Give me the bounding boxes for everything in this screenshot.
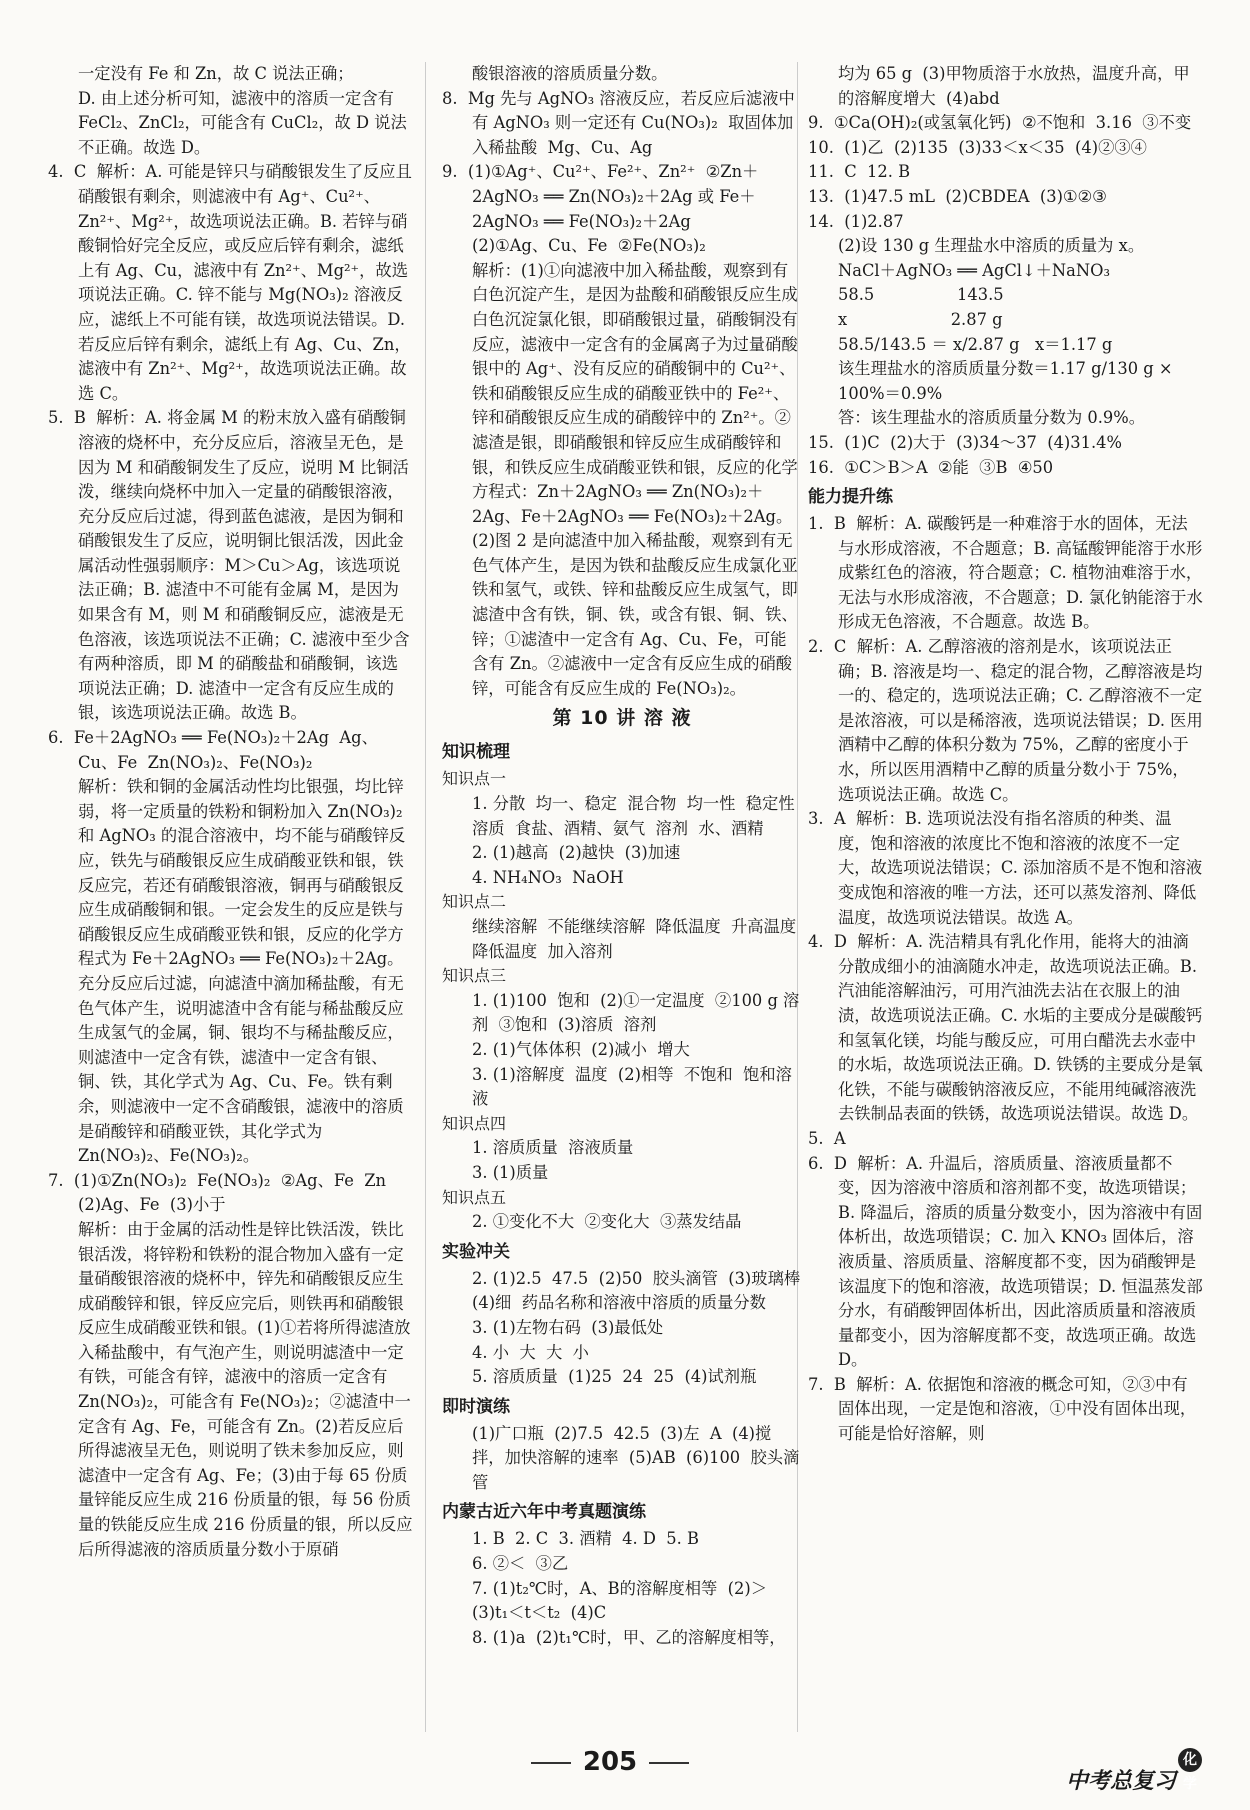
answer-paragraph: 1. B 解析：A. 碳酸钙是一种难溶于水的固体，无法与水形成溶液，不合题意；B. 高锰酸钾能溶于水形成紫红色的溶液，符合题意；C. 植物油难溶于水，无法与水形成溶液，不合题意；D. 氯化钠能溶于水形成无色溶液，不合题意。故选 B。 [808,514,1203,632]
answer-paragraph: 均为 65 g (3)甲物质溶于水放热，温度升高，甲的溶解度增大 (4)abd [838,64,1190,108]
answer-paragraph: NaCl＋AgNO₃ ══ AgCl↓＋NaNO₃ [838,260,1110,280]
answer-line: 7. (1)t₂℃时，A、B的溶解度相等 (2)＞ (3)t₁＜t＜t₂ (4)C [472,1578,778,1623]
answer-paragraph: D. 由上述分析可知，滤液中的溶质一定含有 FeCl₂、ZnCl₂，可能含有 CuCl₂，故 D 说法不正确。故选 D。 [78,88,407,157]
answer-paragraph: 解析：由于金属的活动性是锌比铁活泼，铁比银活泼，将锌粉和铁粉的混合物加入盛有一定量硝酸银溶液的烧杯中，锌先和硝酸银反应生成硝酸锌和银，锌反应完后，则铁再和硝酸银反应生成硝酸亚铁和银。(1)①若将所得滤渣放入稀盐酸中，有气泡产生，则说明滤渣中一定有铁，可能含有锌，滤液中的溶质一定含有 Zn(NO₃)₂，可能含有 Fe(NO₃)₂；②滤渣中一定含有 Ag、Fe，可能含有 Zn。(2)若反应后所得滤液呈无色，则说明了铁未参加反应，则滤渣中一定含有 Ag、Fe；(3)由于每 65 份质量锌能反应生成 216 份质量的银，每 56 份质量的铁能反应生成 216 份质量的银，所以反应后所得滤液的溶质质量分数小于原硝 [78,1219,413,1559]
answer-paragraph: 13. (1)47.5 mL (2)CBDEA (3)①②③ [808,186,1107,206]
knowledge-point-5-label: 知识点五 [442,1187,507,1207]
answer-paragraph: 15. (1)C (2)大于 (3)34～37 (4)31.4% [808,432,1123,452]
experiment-list [442,1267,811,1390]
section-heading-practice: 即时演练 [442,1396,510,1417]
answer-paragraph: 解析：(1)①向滤液中加入稀盐酸，观察到有白色沉淀产生，是因为盐酸和硝酸银反应生成白色沉淀氯化银，即硝酸银过量，硝酸铜没有反应，滤液中一定含有的金属离子为过量硝酸银中的 Ag⁺、没有反应的硝酸铜中的 Cu²⁺、铁和硝酸银反应生成的硝酸亚铁中的 Fe²⁺、锌和硝酸银反应生成的硝酸锌中的 Zn²⁺。②滤渣是银，即硝酸银和锌反应生成硝酸锌和银，和铁反应生成硝酸亚铁和银，反应的化学方程式：Zn＋2AgNO₃ ══ Zn(NO₃)₂＋2Ag、Fe＋2AgNO₃ ══ Fe(NO₃)₂＋2Ag。 [472,260,798,526]
brand-text: 中考总复习 [1065,1769,1176,1794]
answer-line: 8. (1)a (2)t₁℃时，甲、乙的溶解度相等， [472,1627,786,1647]
answer-line: 3. (1)左物右码 (3)最低处 [472,1317,664,1337]
column-divider-1 [425,62,426,1732]
section-heading-exam: 内蒙古近六年中考真题演练 [442,1502,646,1523]
answer-paragraph: 9. (1)①Ag⁺、Cu²⁺、Fe²⁺、Zn²⁺ ②Zn＋2AgNO₃ ══ Zn(NO₃)₂＋2Ag 或 Fe＋2AgNO₃ ══ Fe(NO₃)₂＋2Ag [442,162,759,231]
answer-block-9-16 [808,62,1203,480]
answer-paragraph: 7. B 解析：A. 依据饱和溶液的概念可知，②③中有固体出现，一定是饱和溶液，①中没有固体出现，可能是恰好溶解，则 [808,1374,1197,1444]
answer-line: 1. (1)100 饱和 (2)①一定温度 ②100 g 溶剂 ③饱和 (3)溶质 溶剂 [472,990,800,1035]
answer-paragraph: 11. C 12. B [808,162,911,182]
section-heading-experiment: 实验冲关 [442,1241,510,1262]
answer-paragraph: 58.5 143.5 [838,285,1004,305]
answer-line: 3. (1)溶解度 温度 (2)相等 不饱和 饱和溶液 [472,1064,792,1109]
answer-paragraph: 酸银溶液的溶质质量分数。 [472,64,668,83]
answer-line: 4. 小 大 大 小 [472,1342,589,1362]
answer-line: 2. (1)2.5 47.5 (2)50 胶头滴管 (3)玻璃棒 (4)细 药品名称和溶液中溶质的质量分数 [472,1268,811,1313]
answer-paragraph: 4. D 解析：A. 洗洁精具有乳化作用，能将大的油滴分散成细小的油滴随水冲走，故选项说法正确。B. 汽油能溶解油污，可用汽油洗去沾在衣服上的油渍，故选项说法正确。C. 水垢的主要成分是碳酸钙和氢氧化镁，均能与酸反应，可用白醋洗去水壶中的水垢，故选项说法正确。D. 铁锈的主要成分是氧化铁，不能与碳酸钠溶液反应，不能用纯碱溶液洗去铁制品表面的铁锈，故选项说法错误。故选 D。 [808,932,1203,1124]
answer-line: 1. 溶质质量 溶液质量 [472,1138,634,1158]
knowledge-point-5-list [442,1210,802,1235]
page-number-dash-right [649,1762,689,1764]
answer-paragraph: 7. (1)①Zn(NO₃)₂ Fe(NO₃)₂ ②Ag、Fe Zn (2)Ag、Fe (3)小于 [48,1170,397,1215]
exam-list [442,1527,802,1650]
answer-paragraph: (2)设 130 g 生理盐水中溶质的质量为 x。 [838,236,1145,256]
knowledge-point-1-label: 知识点一 [442,769,507,789]
answer-paragraph: 一定没有 Fe 和 Zn，故 C 说法正确； [78,64,354,83]
answer-paragraph: 3. A 解析：B. 选项说法没有指名溶质的种类、温度，饱和溶液的浓度比不饱和溶液的浓度不一定大，故选项说法错误；C. 添加溶质不是不饱和溶液变成饱和溶液的唯一方法，还可以蒸发溶剂、降低温度，故选项说法错误。故选 A。 [808,809,1203,927]
knowledge-point-4-label: 知识点四 [442,1113,507,1133]
knowledge-point-3-label: 知识点三 [442,966,507,986]
page-number-dash-left [531,1762,571,1764]
answer-paragraph: 6. Fe＋2AgNO₃ ══ Fe(NO₃)₂＋2Ag Ag、Cu、Fe Zn(NO₃)₂、Fe(NO₃)₂ [48,728,378,772]
practice-list [442,1422,802,1496]
answer-line: 4. NH₄NO₃ NaOH [472,867,624,887]
knowledge-point-3-list [442,989,802,1112]
answer-line: (1)广口瓶 (2)7.5 42.5 (3)左 A (4)搅拌，加快溶解的速率 (5)AB (6)100 胶头滴管 [472,1423,800,1492]
answer-column-3 [808,62,1203,1447]
answer-line: 2. (1)越高 (2)越快 (3)加速 [472,843,681,863]
answer-line: 2. ①变化不大 ②变化大 ③蒸发结晶 [472,1212,742,1232]
page-number-text: 205 [582,1747,638,1777]
answer-line: 5. 溶质质量 (1)25 24 25 (4)试剂瓶 [472,1367,757,1387]
answer-paragraph: 4. C 解析：A. 可能是锌只与硝酸银发生了反应且硝酸银有剩余，则滤液中有 Ag⁺、Cu²⁺、Zn²⁺、Mg²⁺，故选项说法正确。B. 若锌与硝酸铜恰好完全反应，或反应后锌有剩余，滤纸上有 Ag、Cu，滤液中有 Zn²⁺、Mg²⁺，故选项说法正确。C. 锌不能与 Mg(NO₃)₂ 溶液反应，滤纸上不可能有镁，故选项说法错误。D. 若反应后锌有剩余，滤纸上有 Ag、Cu、Zn，滤液中有 Zn²⁺、Mg²⁺，故选项说法正确。故选 C。 [48,162,412,403]
answer-line: 2. (1)气体体积 (2)减小 增大 [472,1039,690,1059]
section-heading-knowledge: 知识梳理 [442,742,510,763]
answer-column-1 [48,62,413,1562]
answer-line: 1. 分散 均一、稳定 混合物 均一性 稳定性 溶质 食盐、酒精、氨气 溶剂 水、酒精 [472,794,805,838]
answer-paragraph: 16. ①C＞B＞A ②能 ③B ④50 [808,457,1054,477]
knowledge-point-2-label: 知识点二 [442,892,507,912]
answer-column-2 [442,62,811,1650]
answer-line: 3. (1)质量 [472,1162,549,1182]
answer-paragraph: 9. ①Ca(OH)₂(或氢氧化钙) ②不饱和 3.16 ③不变 [808,113,1192,133]
answer-paragraph: 6. D 解析：A. 升温后，溶质质量、溶液质量都不变，因为溶液中溶质和溶剂都不变，故选项错误；B. 降温后，溶质的质量分数变小，因为溶液中有固体析出，故选项错误；C. 加入 KNO₃ 固体后，溶液质量、溶质质量、溶解度都不变，因为硝酸钾是该温度下的饱和溶液，故选项错误；D. 恒温蒸发部分水，有硝酸钾固体析出，因此溶质质量和溶液质量都变小，因为溶解度都不变，故选项正确。故选 D。 [808,1153,1203,1370]
chapter-title: 第 10 讲 溶 液 [552,707,692,730]
answer-paragraph: 14. (1)2.87 [808,211,904,231]
answer-paragraph: (2)图 2 是向滤渣中加入稀盐酸，观察到有无色气体产生，是因为铁和盐酸反应生成氯化亚铁和氢气，或铁、锌和盐酸反应生成氢气，即滤渣中含有铁，铜、铁，或含有银、铜、铁、锌；①滤渣中一定含有 Ag、Cu、Fe，可能含有 Zn。②滤液中一定含有反应生成的硝酸锌，可能含有反应生成的 Fe(NO₃)₂。 [472,531,798,698]
answer-paragraph: 2. C 解析：A. 乙醇溶液的溶剂是水，该项说法正确；B. 溶液是均一、稳定的混合物，乙醇溶液是均一的、稳定的，选项说法正确；C. 乙醇溶液不一定是浓溶液，可以是稀溶液，选项说法错误；D. 医用酒精中乙醇的体积分数为 75%，乙醇的密度小于水，所以医用酒精中乙醇的质量分数小于 75%，选项说法正确。故选 C。 [808,637,1203,804]
answer-block-8-9 [442,62,802,701]
answer-paragraph: 58.5/143.5 ＝ x/2.87 g x＝1.17 g [838,334,1113,354]
knowledge-point-1-list [442,792,805,890]
section-heading-ability: 能力提升练 [808,487,893,508]
knowledge-point-2-list [442,915,807,964]
answer-line: 1. B 2. C 3. 酒精 4. D 5. B [472,1529,699,1549]
ability-answers [808,512,1203,1447]
answer-paragraph: 5. B 解析：A. 将金属 M 的粉末放入盛有硝酸铜溶液的烧杯中，充分反应后，溶液呈无色，是因为 M 和硝酸铜发生了反应，说明 M 比铜活泼，继续向烧杯中加入一定量的硝酸银溶液，充分反应后过滤，得到蓝色滤液，是因为铜和硝酸银发生了反应，说明铜比银活泼，因此金属活动性强弱顺序：M＞Cu＞Ag，该选项说法正确；B. 滤渣中不可能有金属 M，是因为如果含有 M，则 M 和硝酸铜反应，滤液是无色溶液，该选项说法不正确；C. 滤液中至少含有两种溶质，即 M 的硝酸盐和硝酸铜，该选项说法正确；D. 滤渣中一定含有反应生成的银，该选项说法正确。故选 B。 [48,408,410,723]
page-number [505,1747,715,1777]
answer-line: 6. ②＜ ③乙 [472,1554,569,1574]
answer-paragraph: 5. A [808,1128,846,1148]
answer-paragraph: 8. Mg 先与 AgNO₃ 溶液反应，若反应后滤液中有 AgNO₃ 则一定还有 Cu(NO₃)₂ 取固体加入稀盐酸 Mg、Cu、Ag [442,88,795,157]
answer-paragraph: (2)①Ag、Cu、Fe ②Fe(NO₃)₂ [472,236,706,256]
subject-badge: 化学 [1178,1748,1202,1772]
answer-line: 继续溶解 不能继续溶解 降低温度 升高温度 降低温度 加入溶剂 [472,917,807,961]
answer-paragraph: x 2.87 g [838,309,1003,329]
answer-paragraph: 该生理盐水的溶质质量分数＝1.17 g/130 g × 100%＝0.9% [838,359,1178,403]
answer-paragraph: 解析：铁和铜的金属活动性均比银强，均比锌弱，将一定质量的铁粉和铜粉加入 Zn(NO₃)₂ 和 AgNO₃ 的混合溶液中，均不能与硝酸锌反应，铁先与硝酸银反应生成硝酸亚铁和银，铁反应完，若还有硝酸银溶液，铜再与硝酸银反应生成硝酸铜和银。一定会发生的反应是铁与硝酸银反应生成硝酸亚铁和银，反应的化学方程式为 Fe＋2AgNO₃ ══ Fe(NO₃)₂＋2Ag。充分反应后过滤，向滤渣中滴加稀盐酸，有无色气体产生，说明滤渣中含有能与稀盐酸反应生成氢气的金属，铜、银均不与稀盐酸反应，则滤渣中一定含有铁，滤渣中一定含有银、铜、铁，其化学式为 Ag、Cu、Fe。铁有剩余，则滤液中一定不含硝酸银，滤液中的溶质是硝酸锌和硝酸亚铁，其化学式为 Zn(NO₃)₂、Fe(NO₃)₂。 [78,777,408,1166]
answer-paragraph: 10. (1)乙 (2)135 (3)33＜x＜35 (4)②③④ [808,137,1147,157]
answer-paragraph: 答：该生理盐水的溶质质量分数为 0.9%。 [838,408,1146,428]
brand-logo [1066,1748,1202,1795]
knowledge-point-4-list [442,1136,802,1185]
